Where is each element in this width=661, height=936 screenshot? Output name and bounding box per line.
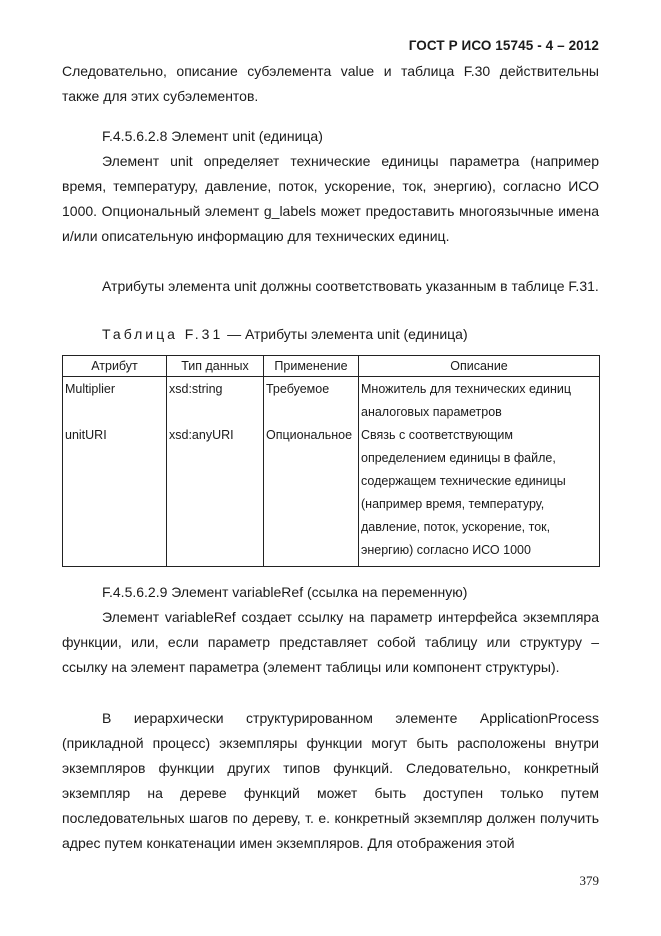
cell-description <box>359 377 600 425</box>
page-number: 379 <box>579 873 599 888</box>
section-unit-heading: F.4.5.6.2.8 Элемент unit (единица) <box>102 128 323 144</box>
description-line: Множитель для технических единиц <box>361 382 571 396</box>
table-row <box>63 424 600 567</box>
cell-attribute: unitURI <box>63 424 167 567</box>
section-unit-paragraph-2: Атрибуты элемента unit должны соответствовать указанным в таблице F.31. <box>102 278 599 294</box>
table-caption <box>102 322 468 347</box>
section-unit-paragraph-1: Элемент unit определяет технические единицы параметра (например время, температуру, давление, поток, ускорение, ток, энергию), согласно ИСО 1000. Опциональный элемент g_labels может предоставить многоязычные имена и/или описательную информацию для технических единиц. <box>62 153 599 244</box>
column-header-usage: Применение <box>264 356 359 377</box>
description-line: Связь с соответствующим <box>361 428 513 442</box>
column-header-description: Описание <box>359 356 600 377</box>
cell-usage: Требуемое <box>264 377 359 425</box>
cell-attribute: Multiplier <box>63 377 167 425</box>
table-header-row <box>63 356 600 377</box>
section-variableref-paragraph-1: Элемент variableRef создает ссылку на параметр интерфейса экземпляра функции, или, если параметр представляет собой таблицу или структуру – ссылку на элемент параметра (элемент таблицы или компонент структуры). <box>62 609 599 675</box>
table-row <box>63 377 600 425</box>
cell-usage: Опциональное <box>264 424 359 567</box>
cell-description <box>359 424 600 567</box>
attributes-table <box>62 355 600 567</box>
document-header: ГОСТ Р ИСО 15745 - 4 – 2012 <box>408 38 599 53</box>
intro-paragraph: Следовательно, описание субэлемента value и таблица F.30 действительны также для этих субэлементов. <box>62 63 599 104</box>
description-line: содержащем технические единицы <box>361 474 566 488</box>
description-line: (например время, температуру, <box>361 497 545 511</box>
cell-type: xsd:string <box>167 377 264 425</box>
description-line: определением единицы в файле, <box>361 451 556 465</box>
column-header-type: Тип данных <box>167 356 264 377</box>
description-line: энергию) согласно ИСО 1000 <box>361 543 531 557</box>
section-variableref-heading: F.4.5.6.2.9 Элемент variableRef (ссылка на переменную) <box>102 584 468 600</box>
cell-type: xsd:anyURI <box>167 424 264 567</box>
table-caption-label: Таблица F.31 <box>102 326 224 342</box>
description-line: давление, поток, ускорение, ток, <box>361 520 551 534</box>
column-header-attribute: Атрибут <box>63 356 167 377</box>
table-caption-text: — Атрибуты элемента unit (единица) <box>223 326 468 342</box>
description-line: аналоговых параметров <box>361 405 502 419</box>
section-variableref-paragraph-2: В иерархически структурированном элементе ApplicationProcess (прикладной процесс) экземпляры функции могут быть расположены внутри экземпляров функции других типов функций. Следовательно, конкретный экземпляр на дереве функций может быть доступен только путем последовательных шагов по дереву, т. е. конкретный экземпляр должен получить адрес путем конкатенации имен экземпляров. Для отображения этой <box>62 710 599 851</box>
